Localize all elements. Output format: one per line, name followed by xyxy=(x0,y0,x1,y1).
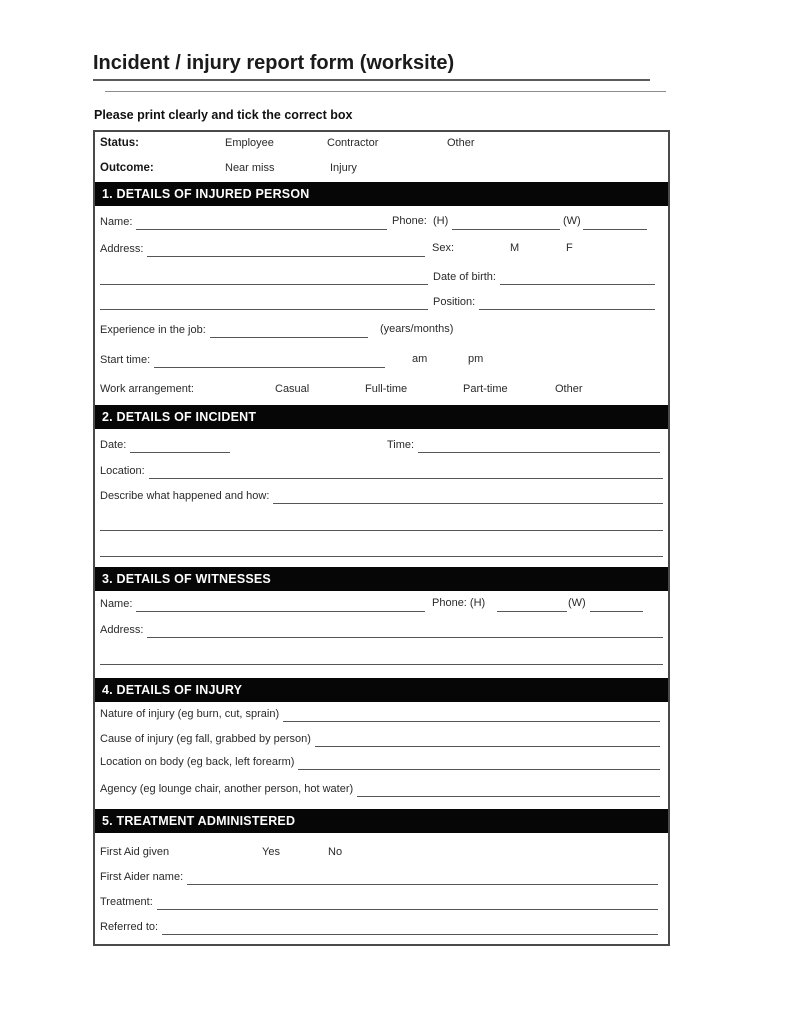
agency-label: Agency (eg lounge chair, another person, hot water) xyxy=(100,783,354,795)
experience-label: Experience in the job: xyxy=(100,324,206,336)
witness-name-label: Name: xyxy=(100,598,133,610)
status-label: Status: xyxy=(100,137,139,149)
describe-field-line3[interactable] xyxy=(100,556,663,557)
nature-of-injury-field[interactable] xyxy=(283,705,660,722)
address2-dob-row xyxy=(95,268,668,285)
referred-to-field[interactable] xyxy=(162,918,658,935)
witness-phone-home-label: Phone: (H) xyxy=(432,597,486,609)
cause-of-injury-label: Cause of injury (eg fall, grabbed by person) xyxy=(100,733,311,745)
witness-phone-home-field[interactable] xyxy=(497,611,567,612)
outcome-row xyxy=(95,160,668,177)
witness-phone-work-label: (W) xyxy=(568,597,586,609)
status-option-other[interactable]: Other xyxy=(447,137,475,149)
instruction-text: Please print clearly and tick the correct box xyxy=(94,108,353,122)
first-aid-given-label: First Aid given xyxy=(100,846,170,858)
experience-row xyxy=(95,321,668,338)
describe-field[interactable] xyxy=(273,487,663,504)
page-title: Incident / injury report form (worksite) xyxy=(93,52,650,81)
first-aider-name-field[interactable] xyxy=(187,868,658,885)
describe-label: Describe what happened and how: xyxy=(100,490,270,502)
referred-to-label: Referred to: xyxy=(100,921,159,933)
section4-header: 4. DETAILS OF INJURY xyxy=(95,678,668,702)
position-label: Position: xyxy=(433,296,476,308)
am-option[interactable]: am xyxy=(412,353,428,365)
address-label: Address: xyxy=(100,243,144,255)
section5-header: 5. TREATMENT ADMINISTERED xyxy=(95,809,668,833)
witness-address-field[interactable] xyxy=(147,621,663,638)
experience-units-label: (years/months) xyxy=(380,323,454,335)
agency-field[interactable] xyxy=(357,780,660,797)
phone-work-field[interactable] xyxy=(583,229,647,230)
work-option-casual[interactable]: Casual xyxy=(275,383,310,395)
dob-field[interactable] xyxy=(500,268,655,285)
incident-location-label: Location: xyxy=(100,465,145,477)
name-label: Name: xyxy=(100,216,133,228)
work-option-other[interactable]: Other xyxy=(555,383,583,395)
phone-work-label: (W) xyxy=(563,215,581,227)
form-box xyxy=(93,130,670,946)
pm-option[interactable]: pm xyxy=(468,353,484,365)
start-time-field[interactable] xyxy=(154,351,385,368)
incident-date-label: Date: xyxy=(100,439,127,451)
sex-label: Sex: xyxy=(432,242,455,254)
incident-time-label: Time: xyxy=(387,439,415,451)
position-field[interactable] xyxy=(479,293,655,310)
address-field-line2[interactable] xyxy=(100,284,428,285)
first-aid-yes-option[interactable]: Yes xyxy=(262,846,280,858)
start-time-label: Start time: xyxy=(100,354,151,366)
outcome-label: Outcome: xyxy=(100,162,154,174)
name-field[interactable] xyxy=(136,213,387,230)
work-arrangement-label: Work arrangement: xyxy=(100,383,194,395)
location-on-body-field[interactable] xyxy=(298,753,660,770)
describe-row-3 xyxy=(95,540,668,557)
location-on-body-row xyxy=(95,753,668,770)
section2-header: 2. DETAILS OF INCIDENT xyxy=(95,405,668,429)
nature-of-injury-label: Nature of injury (eg burn, cut, sprain) xyxy=(100,708,280,720)
incident-location-row xyxy=(95,462,668,479)
horizontal-divider xyxy=(105,91,666,92)
section3-header: 3. DETAILS OF WITNESSES xyxy=(95,567,668,591)
status-option-employee[interactable]: Employee xyxy=(225,137,274,149)
location-on-body-label: Location on body (eg back, left forearm) xyxy=(100,756,295,768)
agency-row xyxy=(95,780,668,797)
incident-location-field[interactable] xyxy=(149,462,663,479)
status-row xyxy=(95,135,668,152)
witness-address-row xyxy=(95,621,668,638)
treatment-field[interactable] xyxy=(157,893,658,910)
treatment-label: Treatment: xyxy=(100,896,153,908)
first-aid-no-option[interactable]: No xyxy=(328,846,343,858)
describe-row-2 xyxy=(95,514,668,531)
phone-home-label: (H) xyxy=(433,215,449,227)
name-phone-row xyxy=(95,213,668,230)
cause-of-injury-row xyxy=(95,730,668,747)
witness-name-field[interactable] xyxy=(136,595,425,612)
address-field[interactable] xyxy=(147,240,425,257)
witness-address-field-line2[interactable] xyxy=(100,664,663,665)
sex-option-male[interactable]: M xyxy=(510,242,520,254)
start-time-row xyxy=(95,351,668,368)
referred-to-row xyxy=(95,918,668,935)
incident-date-field[interactable] xyxy=(130,436,230,453)
address-field-line3[interactable] xyxy=(100,309,428,310)
witness-address-label: Address: xyxy=(100,624,144,636)
section1-header: 1. DETAILS OF INJURED PERSON xyxy=(95,182,668,206)
nature-of-injury-row xyxy=(95,705,668,722)
status-option-contractor[interactable]: Contractor xyxy=(327,137,379,149)
first-aider-name-label: First Aider name: xyxy=(100,871,184,883)
witness-name-phone-row xyxy=(95,595,668,612)
experience-field[interactable] xyxy=(210,321,368,338)
date-time-row xyxy=(95,436,668,453)
dob-label: Date of birth: xyxy=(433,271,496,283)
outcome-option-injury[interactable]: Injury xyxy=(330,162,357,174)
address-sex-row xyxy=(95,240,668,257)
sex-option-female[interactable]: F xyxy=(566,242,573,254)
treatment-row xyxy=(95,893,668,910)
witness-address-row-2 xyxy=(95,648,668,665)
incident-time-field[interactable] xyxy=(418,436,660,453)
work-option-part-time[interactable]: Part-time xyxy=(463,383,508,395)
phone-home-field[interactable] xyxy=(452,229,560,230)
describe-field-line2[interactable] xyxy=(100,530,663,531)
cause-of-injury-field[interactable] xyxy=(315,730,660,747)
address3-position-row xyxy=(95,293,668,310)
work-option-full-time[interactable]: Full-time xyxy=(365,383,408,395)
describe-row xyxy=(95,487,668,504)
work-arrangement-row xyxy=(95,381,668,398)
first-aid-given-row xyxy=(95,844,668,861)
phone-label: Phone: xyxy=(392,215,427,227)
outcome-option-near-miss[interactable]: Near miss xyxy=(225,162,275,174)
first-aider-name-row xyxy=(95,868,668,885)
witness-phone-work-field[interactable] xyxy=(590,611,643,612)
